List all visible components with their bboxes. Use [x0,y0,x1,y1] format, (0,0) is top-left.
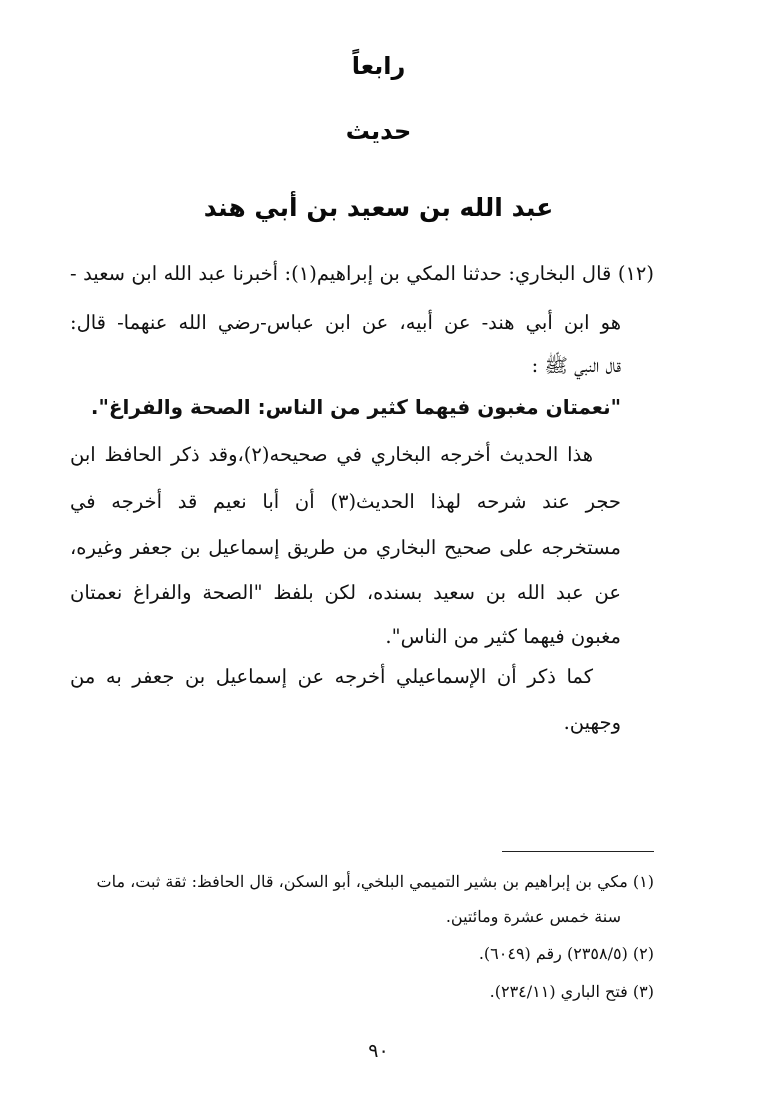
footnote-1-line-2: سنة خمس عشرة ومائتين. [445,907,621,926]
body-line-1: (١٢) قال البخاري: حدثنا المكي بن إبراهيم(١): أخبرنا عبد الله ابن سعيد - [70,262,654,285]
narrator-heading: عبد الله بن سعيد بن أبي هند [203,193,554,222]
footnote-3: (٣) فتح الباري (٢٣٤/١١). [489,982,654,1001]
page-number: ٩٠ [368,1040,389,1062]
hadith-text: "نعمتان مغبون فيهما كثير من الناس: الصحة والفراغ". [90,395,621,419]
body-line-8: عن عبد الله بن سعيد بسنده، لكن بلفظ "الصحة والفراغ نعمتان [70,581,621,604]
footnote-1-line-1: (١) مكي بن إبراهيم بن بشير التميمي البلخي، أبو السكن، قال الحافظ: ثقة ثبت، مات [96,872,654,891]
body-line-7: مستخرجه على صحيح البخاري من طريق إسماعيل بن جعفر وغيره، [70,536,621,559]
section-heading-ordinal: رابعاً [351,52,406,80]
body-line-3: قال النبي ﷺ : [531,354,621,377]
footnote-separator [502,851,654,852]
body-line-5: هذا الحديث أخرجه البخاري في صحيحه(٢)،وقد ذكر الحافظ ابن [70,443,594,466]
body-line-9: مغبون فيهما كثير من الناس". [385,625,621,648]
body-line-6: حجر عند شرحه لهذا الحديث(٣) أن أبا نعيم قد أخرجه في [70,490,621,513]
section-heading-hadith: حديث [345,117,412,145]
body-line-2: هو ابن أبي هند- عن أبيه، عن ابن عباس-رضي الله عنهما- قال: [70,311,621,334]
footnote-2: (٢) (٢٣٥٨/٥) رقم (٦٠٤٩). [478,944,654,963]
body-line-11: وجهين. [563,711,621,734]
body-line-10: كما ذكر أن الإسماعيلي أخرجه عن إسماعيل بن جعفر به من [70,665,593,688]
